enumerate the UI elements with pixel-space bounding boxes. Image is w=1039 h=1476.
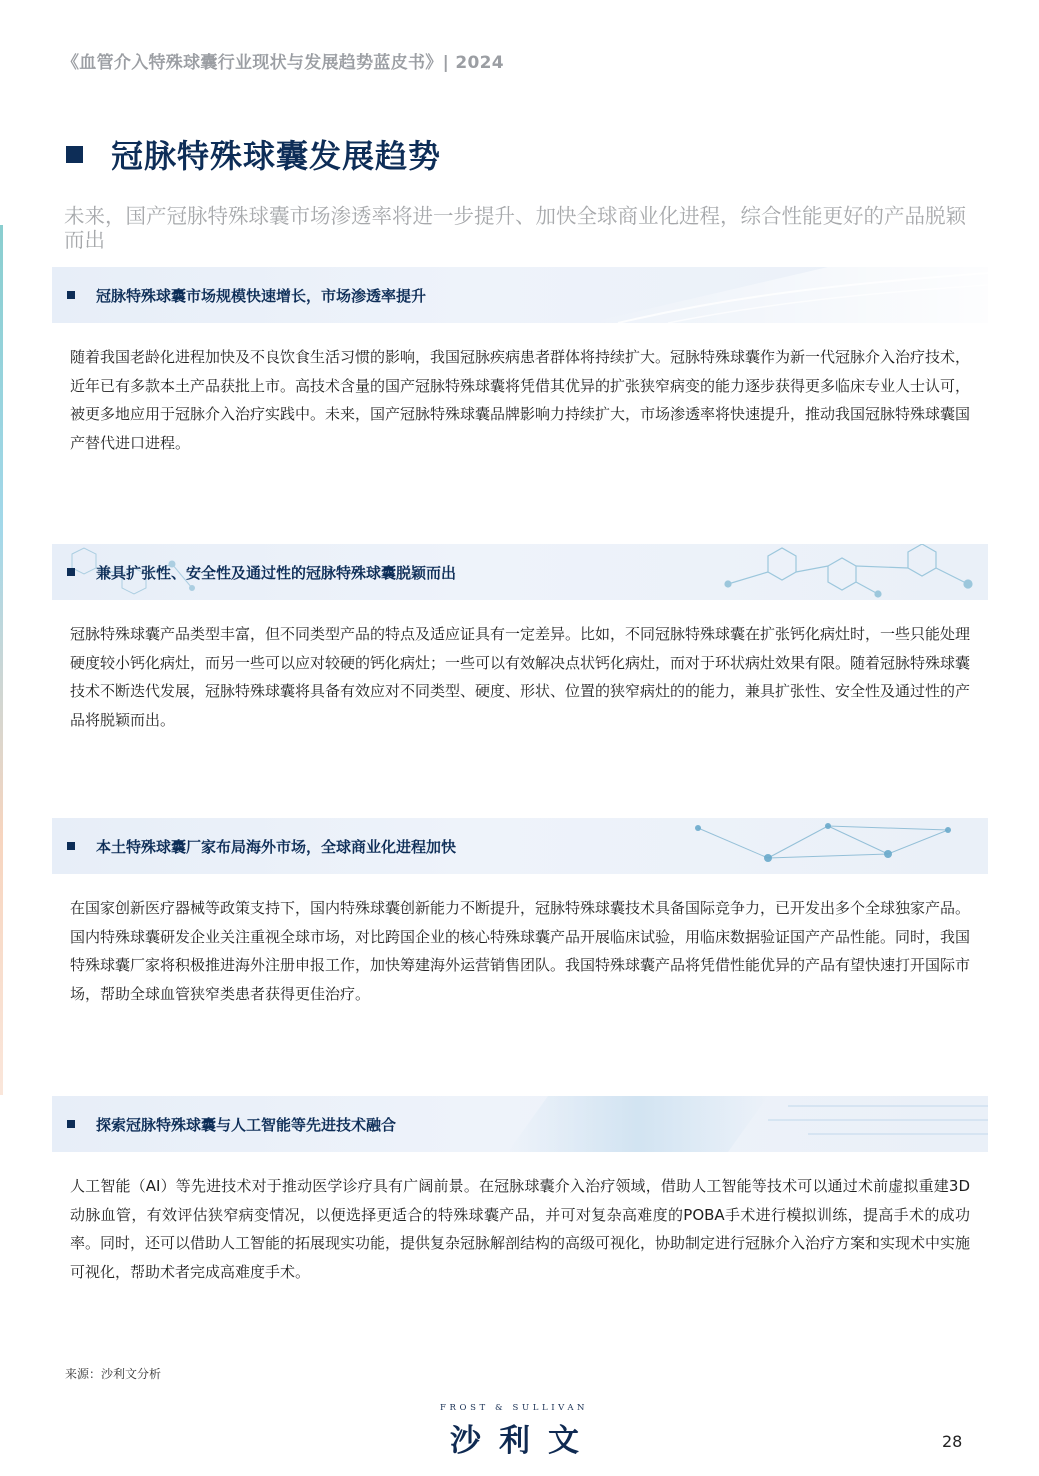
section-heading [67,818,456,874]
section-title: 兼具扩张性、安全性及通过性的冠脉特殊球囊脱颖而出 [96,563,457,582]
source-note: 来源：沙利文分析 [65,1367,162,1381]
section-header-bar [52,818,988,874]
section-title: 探索冠脉特殊球囊与人工智能等先进技术融合 [96,1115,397,1134]
section-market-growth [52,267,988,457]
section-body: 随着我国老龄化进程加快及不良饮食生活习惯的影响，我国冠脉疾病患者群体将持续扩大。冠脉特殊球囊作为新一代冠脉介入治疗技术，近年已有多款本土产品获批上市。高技术含量的国产冠脉特殊球囊将凭借其优异的扩张狭窄病变的能力逐步获得更多临床专业人士认可，被更多地应用于冠脉介入治疗实践中。未来，国产冠脉特殊球囊品牌影响力持续扩大，市场渗透率将快速提升，推动我国冠脉特殊球囊国产替代进口进程。 [70,348,971,452]
section-header-bar [52,544,988,600]
page-title: 冠脉特殊球囊发展趋势 [111,137,442,175]
section-heading [67,1096,396,1152]
document-header: 《血管介入特殊球囊行业现状与发展趋势蓝皮书》| 2024 [62,53,504,73]
section-bullet-square [67,568,75,576]
page-subtitle: 未来，国产冠脉特殊球囊市场渗透率将进一步提升、加快全球商业化进程，综合性能更好的产品脱颖而出 [64,204,966,252]
section-header-bar [52,267,988,323]
section-body: 人工智能（AI）等先进技术对于推动医学诊疗具有广阔前景。在冠脉球囊介入治疗领域，借助人工智能等技术可以通过术前虚拟重建3D动脉血管，有效评估狭窄病变情况，以便选择更适合的特殊球囊产品，并可对复杂高难度的POBA手术进行模拟训练，提高手术的成功率。同时，还可以借助人工智能的拓展现实功能，提供复杂冠脉解剖结构的高级可视化，协助制定进行冠脉介入治疗方案和实现术中实施可视化，帮助术者完成高难度手术。 [70,1177,971,1281]
section-header-bar [52,1096,988,1152]
company-logo: 沙利文 [450,1423,597,1459]
section-overseas [52,818,988,1008]
logo-english-text: FROST & SULLIVAN [440,1403,589,1413]
tech-decoration [468,1096,988,1152]
section-bullet-square [67,842,75,850]
network-decoration [468,818,988,874]
section-bullet-square [67,291,75,299]
page-number: 28 [942,1432,963,1451]
left-edge-decoration [0,225,3,1095]
wave-decoration [468,267,988,323]
section-title: 本土特殊球囊厂家布局海外市场，全球商业化进程加快 [96,837,457,856]
molecule-decoration-right [468,544,988,600]
section-body: 冠脉特殊球囊产品类型丰富，但不同类型产品的特点及适应证具有一定差异。比如，不同冠脉特殊球囊在扩张钙化病灶时，一些只能处理硬度较小钙化病灶，而另一些可以应对较硬的钙化病灶；一些可以有效解决点状钙化病灶，而对于环状病灶效果有限。随着冠脉特殊球囊技术不断迭代发展，冠脉特殊球囊将具备有效应对不同类型、硬度、形状、位置的狭窄病灶的的能力，兼具扩张性、安全性及通过性的产品将脱颖而出。 [70,625,971,729]
section-bullet-square [67,1120,75,1128]
page-title-row [66,131,441,177]
section-ai-integration [52,1096,988,1286]
section-heading [67,544,456,600]
section-body: 在国家创新医疗器械等政策支持下，国内特殊球囊创新能力不断提升，冠脉特殊球囊技术具备国际竞争力，已开发出多个全球独家产品。国内特殊球囊研发企业关注重视全球市场，对比跨国企业的核心特殊球囊产品开展临床试验，用临床数据验证国产产品性能。同时，我国特殊球囊厂家将积极推进海外注册申报工作，加快筹建海外运营销售团队。我国特殊球囊产品将凭借性能优异的产品有望快速打开国际市场，帮助全球血管狭窄类患者获得更佳治疗。 [70,899,971,1003]
section-heading [67,267,426,323]
section-title: 冠脉特殊球囊市场规模快速增长，市场渗透率提升 [96,286,427,305]
title-bullet-square [66,146,83,163]
section-performance [52,544,988,734]
